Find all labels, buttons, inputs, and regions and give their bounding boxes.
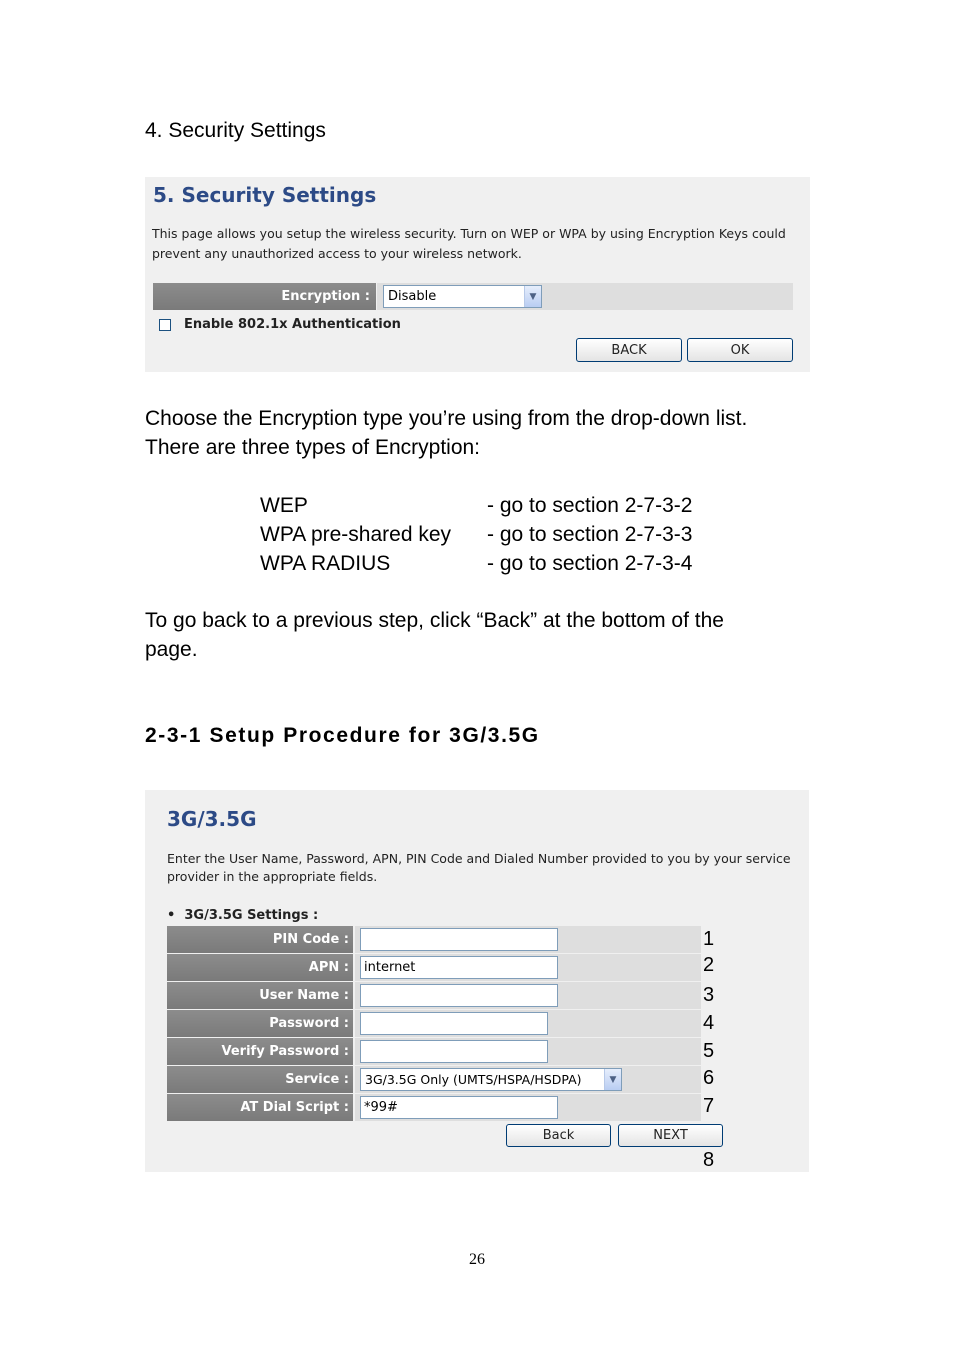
enable-8021x-checkbox[interactable]: [159, 319, 171, 331]
user-name-input[interactable]: [360, 984, 558, 1007]
service-label-cell: [167, 1066, 353, 1093]
at-dial-script-input[interactable]: *99#: [360, 1096, 558, 1119]
page-number: 26: [469, 1251, 485, 1268]
pin-code-label: PIN Code :: [272, 932, 349, 947]
service-select[interactable]: [360, 1068, 622, 1091]
chevron-down-icon[interactable]: ▼: [604, 1069, 621, 1090]
encryption-label: Encryption :: [281, 289, 370, 304]
security-settings-panel: [145, 177, 810, 372]
encryption-select-value: Disable: [388, 289, 437, 304]
encryption-type-wpa-psk: WPA pre-shared key: [260, 523, 452, 546]
callout-2: 2: [703, 954, 715, 976]
back-instructions-paragraph: To go back to a previous step, click “Back” at the bottom of the page.: [145, 609, 724, 661]
password-label: Password :: [269, 1016, 349, 1031]
user-name-label: User Name :: [259, 988, 349, 1003]
service-select-value: 3G/3.5G Only (UMTS/HSPA/HSDPA): [365, 1072, 582, 1087]
apn-label: APN :: [308, 960, 349, 975]
encryption-label-cell: [153, 283, 376, 310]
encryption-type-wep-target: - go to section 2-7-3-2: [487, 494, 693, 517]
pin-code-input[interactable]: [360, 928, 558, 951]
encryption-intro-paragraph: Choose the Encryption type you’re using from the drop-down list. There are three types of Encryption:: [145, 407, 748, 459]
encryption-select[interactable]: [383, 285, 542, 308]
apn-label-cell: [167, 954, 353, 981]
user-name-label-cell: [167, 982, 353, 1009]
g3-panel-description: Enter the User Name, Password, APN, PIN Code and Dialed Number provided to you by your service provider in the appropriate fields.: [167, 851, 791, 884]
encryption-type-wpa-psk-target: - go to section 2-7-3-3: [487, 523, 693, 546]
at-dial-script-label: AT Dial Script :: [240, 1100, 349, 1115]
at-dial-script-label-cell: [167, 1094, 353, 1121]
back-button[interactable]: Back: [506, 1124, 611, 1147]
chevron-down-icon[interactable]: ▼: [524, 286, 541, 307]
section-heading-3g: 2-3-1 Setup Procedure for 3G/3.5G: [145, 724, 540, 747]
callout-6: 6: [703, 1067, 715, 1089]
bullet-icon: •: [167, 908, 176, 923]
encryption-type-wep: WEP: [260, 494, 308, 517]
verify-password-label-cell: [167, 1038, 353, 1065]
password-label-cell: [167, 1010, 353, 1037]
g3-settings-heading: • 3G/3.5G Settings :: [167, 908, 319, 923]
encryption-type-wpa-radius: WPA RADIUS: [260, 552, 391, 575]
callout-7: 7: [703, 1095, 715, 1117]
apn-input[interactable]: internet: [360, 956, 558, 979]
verify-password-input[interactable]: [360, 1040, 548, 1063]
security-panel-description: This page allows you setup the wireless security. Turn on WEP or WPA by using Encryption Keys could prevent any unauthorized access to your wireless network.: [152, 226, 786, 261]
service-label: Service :: [285, 1072, 349, 1087]
encryption-type-wpa-radius-target: - go to section 2-7-3-4: [487, 552, 693, 575]
ok-button[interactable]: OK: [687, 338, 793, 362]
g3-panel-title: 3G/3.5G: [167, 807, 257, 831]
enable-8021x-label: Enable 802.1x Authentication: [184, 317, 401, 332]
callout-8: 8: [703, 1149, 715, 1171]
callout-5: 5: [703, 1040, 715, 1062]
verify-password-label: Verify Password :: [221, 1044, 349, 1059]
heading-security-settings: 4. Security Settings: [145, 119, 326, 142]
callout-4: 4: [703, 1012, 715, 1034]
next-button[interactable]: NEXT: [618, 1124, 723, 1147]
pin-code-label-cell: [167, 926, 353, 953]
back-button[interactable]: BACK: [576, 338, 682, 362]
security-panel-title: 5. Security Settings: [153, 183, 377, 207]
password-input[interactable]: [360, 1012, 548, 1035]
callout-3: 3: [703, 984, 715, 1006]
callout-1: 1: [703, 928, 715, 950]
